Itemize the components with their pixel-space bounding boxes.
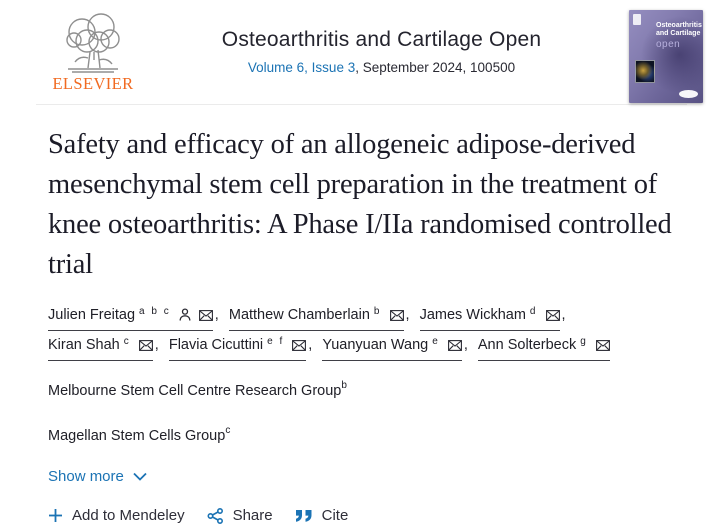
cite-label: Cite xyxy=(321,507,349,524)
author-link[interactable] xyxy=(322,331,461,361)
elsevier-wordmark: ELSEVIER xyxy=(52,74,134,93)
article-title: Safety and efficacy of an allogeneic adipose-derived mesenchymal stem cell preparation in the treatment of knee osteoarthritis: A Phase I/IIa randomised controlled trial xyxy=(48,129,672,280)
author-name: Kiran Shah xyxy=(48,337,120,353)
header-divider xyxy=(36,104,687,105)
group-author-name: Melbourne Stem Cell Centre Research Group xyxy=(48,383,342,399)
author-separator: , xyxy=(308,337,317,353)
cite-button[interactable] xyxy=(295,507,349,524)
author-affiliation-superscript: a b c xyxy=(139,306,171,317)
author-separator: , xyxy=(561,307,566,323)
journal-header xyxy=(138,6,625,75)
cover-title-line3: open xyxy=(656,39,681,51)
group-affiliation-superscript: c xyxy=(225,425,231,436)
journal-cover-thumbnail[interactable] xyxy=(629,10,703,103)
author-link[interactable] xyxy=(229,301,404,331)
cover-title-line1: Osteoarthritis xyxy=(656,22,702,29)
author-separator: , xyxy=(154,337,163,353)
cover-title-line2: and Cartilage xyxy=(656,30,701,38)
group-author-name: Magellan Stem Cells Group xyxy=(48,428,226,444)
author-list xyxy=(48,301,675,361)
author-separator: , xyxy=(463,337,472,353)
show-more-label: Show more xyxy=(48,468,124,485)
author-name: Ann Solterbeck xyxy=(477,337,577,353)
author-link[interactable] xyxy=(478,331,610,361)
cover-column xyxy=(625,6,711,103)
author-link[interactable] xyxy=(169,331,306,361)
email-envelope-icon xyxy=(195,307,213,323)
cover-elsevier-mark-icon xyxy=(633,14,641,25)
email-envelope-icon xyxy=(588,337,610,353)
author-name: Yuanyuan Wang xyxy=(322,337,429,353)
email-envelope-icon xyxy=(284,337,306,353)
plus-icon xyxy=(48,508,63,523)
corresponding-author-person-icon xyxy=(171,307,195,323)
author-affiliation-superscript: d xyxy=(529,306,538,317)
journal-title-link[interactable]: Osteoarthritis and Cartilage Open xyxy=(221,28,542,51)
share-label: Share xyxy=(232,507,273,524)
email-envelope-icon xyxy=(440,337,462,353)
article-header xyxy=(0,125,723,524)
group-author xyxy=(48,425,675,444)
author-link[interactable] xyxy=(48,331,153,361)
add-to-mendeley-label: Add to Mendeley xyxy=(72,507,185,524)
cover-mri-image xyxy=(635,60,655,83)
issue-date-text: , September 2024, 100500 xyxy=(355,60,516,75)
author-link[interactable] xyxy=(48,301,213,331)
author-affiliation-superscript: e xyxy=(432,336,440,347)
quote-icon xyxy=(295,509,313,523)
elsevier-tree-icon xyxy=(48,10,138,76)
cover-publisher-oval xyxy=(679,90,698,98)
chevron-down-icon xyxy=(133,468,147,485)
issue-line xyxy=(138,60,625,75)
author-name: Flavia Cicuttini xyxy=(168,337,264,353)
author-affiliation-superscript: g xyxy=(580,336,588,347)
email-envelope-icon xyxy=(381,307,403,323)
author-name: Matthew Chamberlain xyxy=(228,307,370,323)
share-button[interactable] xyxy=(207,507,273,524)
page-header xyxy=(0,0,723,104)
author-separator: , xyxy=(405,307,414,323)
group-author xyxy=(48,380,675,399)
email-envelope-icon xyxy=(537,307,559,323)
volume-issue-link[interactable]: Volume 6, Issue 3 xyxy=(247,60,356,75)
author-name: James Wickham xyxy=(419,307,526,323)
author-name: Julien Freitag xyxy=(48,307,136,323)
author-separator: , xyxy=(214,307,223,323)
article-toolbar xyxy=(48,507,675,524)
author-affiliation-superscript: c xyxy=(123,336,131,347)
share-nodes-icon xyxy=(207,508,224,524)
author-affiliation-superscript: e f xyxy=(267,336,285,347)
author-link[interactable] xyxy=(420,301,560,331)
elsevier-logo[interactable] xyxy=(48,6,138,94)
add-to-mendeley-button[interactable] xyxy=(48,507,185,524)
group-author-list xyxy=(48,380,675,444)
author-affiliation-superscript: b xyxy=(373,306,382,317)
show-more-button[interactable] xyxy=(48,468,147,485)
email-envelope-icon xyxy=(131,337,153,353)
group-affiliation-superscript: b xyxy=(341,380,347,391)
